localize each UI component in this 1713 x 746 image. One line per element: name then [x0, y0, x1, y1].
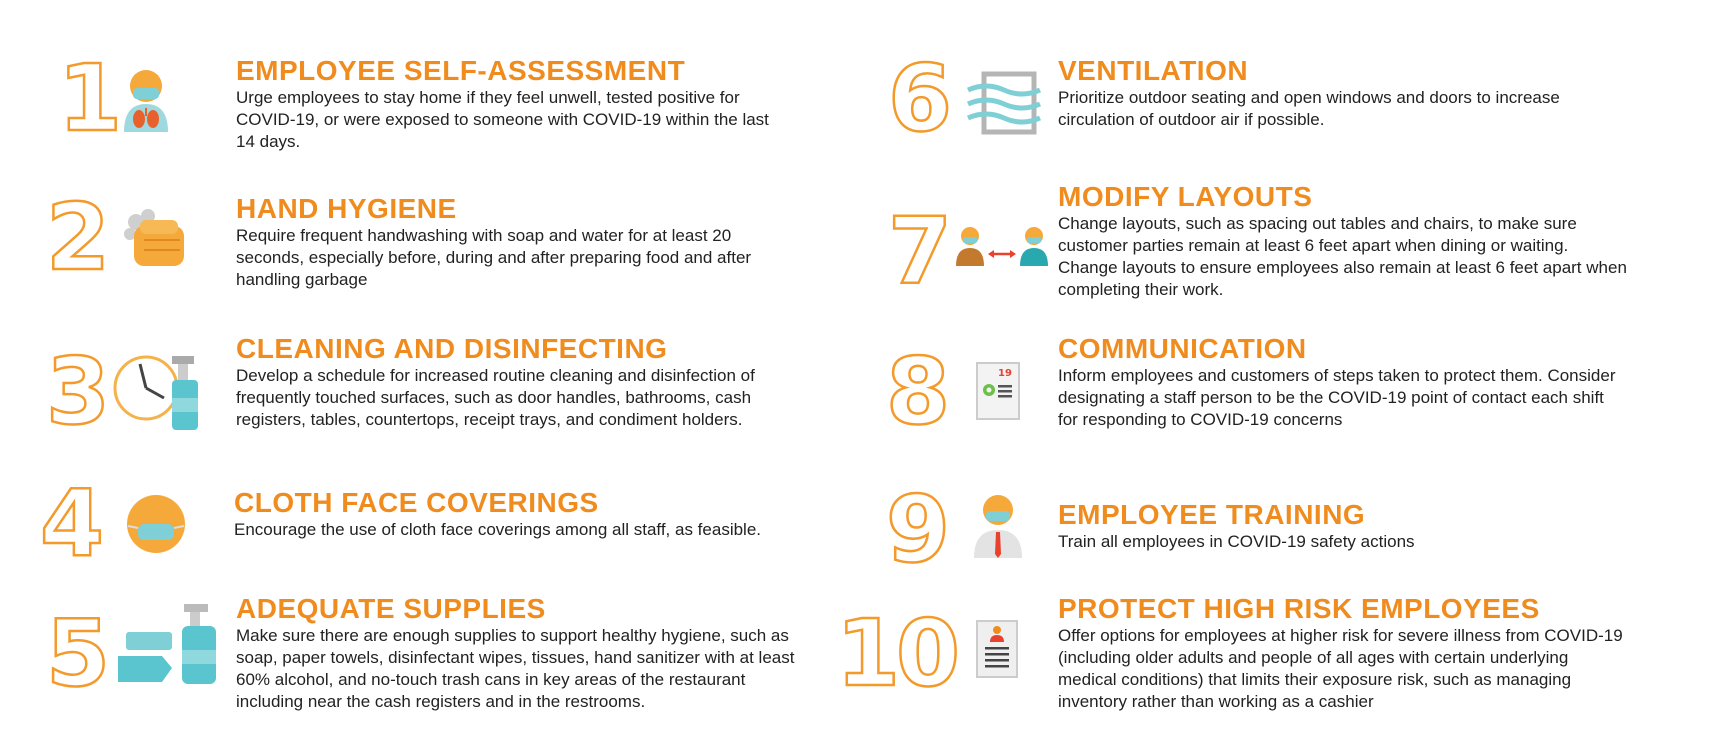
item-body: Encourage the use of cloth face coverings among all staff, as feasible. — [234, 520, 761, 539]
item-title: CLOTH FACE COVERINGS — [234, 487, 599, 518]
item-body: Train all employees in COVID-19 safety actions — [1058, 532, 1415, 551]
item-number: 9 — [886, 476, 947, 583]
item-title: EMPLOYEE SELF-ASSESSMENT — [236, 55, 686, 86]
item-number: 2 — [46, 184, 107, 291]
employee-profile-document-icon — [976, 620, 1018, 678]
item-body: Urge employees to stay home if they feel unwell, tested positive for COVID-19, or were exposed to someone with COVID-19 within the last 14 days. — [236, 88, 769, 151]
item-body: Make sure there are enough supplies to support healthy hygiene, such as soap, paper towels, disinfectant wipes, tissues, hand sanitizer with at least 60% alcohol, and no-touch trash cans in key areas of the restaurant including near the cash registers and in the restrooms. — [236, 626, 795, 711]
item-title: CLEANING AND DISINFECTING — [236, 333, 668, 364]
item-body: Inform employees and customers of steps taken to protect them. Consider designating a staff person to be the COVID-19 point of contact each shift for responding to COVID-19 concerns — [1058, 366, 1616, 429]
clock-spray-bottle-icon — [112, 350, 204, 432]
item-title: EMPLOYEE TRAINING — [1058, 499, 1366, 530]
window-air-flow-icon — [966, 70, 1042, 136]
item-number: 7 — [888, 198, 949, 305]
item-title: ADEQUATE SUPPLIES — [236, 593, 546, 624]
item-number: 6 — [888, 45, 949, 152]
item-title: MODIFY LAYOUTS — [1058, 181, 1313, 212]
social-distance-icon — [954, 224, 1050, 266]
masked-employee-icon — [970, 490, 1026, 558]
item-number: 3 — [46, 338, 107, 445]
svg-text:19: 19 — [998, 368, 1012, 379]
covid-notice-document-icon — [976, 362, 1020, 420]
item-body: Develop a schedule for increased routine cleaning and disinfection of frequently touched surfaces, such as door handles, bathrooms, cash registers, tables, countertops, receipt trays, and condiment holders. — [236, 366, 755, 429]
item-number: 1 — [58, 45, 119, 152]
item-body: Require frequent handwashing with soap and water for at least 20 seconds, especially before, during and after preparing food and after handling garbage — [236, 226, 752, 289]
item-title: PROTECT HIGH RISK EMPLOYEES — [1058, 593, 1540, 624]
item-title: COMMUNICATION — [1058, 333, 1307, 364]
masked-face-icon — [126, 494, 186, 554]
item-title: HAND HYGIENE — [236, 193, 457, 224]
item-body: Offer options for employees at higher risk for severe illness from COVID-19 (including older adults and people of all ages with certain underlying medical conditions) that limits their exposure risk, such as managing inventory rather than working as a cashier — [1058, 626, 1623, 711]
handwashing-icon — [120, 206, 192, 270]
item-body: Prioritize outdoor seating and open windows and doors to increase circulation of outdoor air if possible. — [1058, 88, 1560, 129]
item-number: 10 — [836, 600, 957, 707]
item-body: Change layouts, such as spacing out tables and chairs, to make sure customer parties remain at least 6 feet apart when dining or waiting. Change layouts to ensure employees also remain at least 6 feet apart when completing their work. — [1058, 214, 1627, 299]
item-number: 5 — [46, 600, 107, 707]
masked-person-lungs-icon — [118, 64, 174, 132]
item-number: 8 — [886, 338, 947, 445]
item-number: 4 — [40, 470, 101, 577]
item-title: VENTILATION — [1058, 55, 1249, 86]
supplies-icon — [114, 602, 218, 686]
